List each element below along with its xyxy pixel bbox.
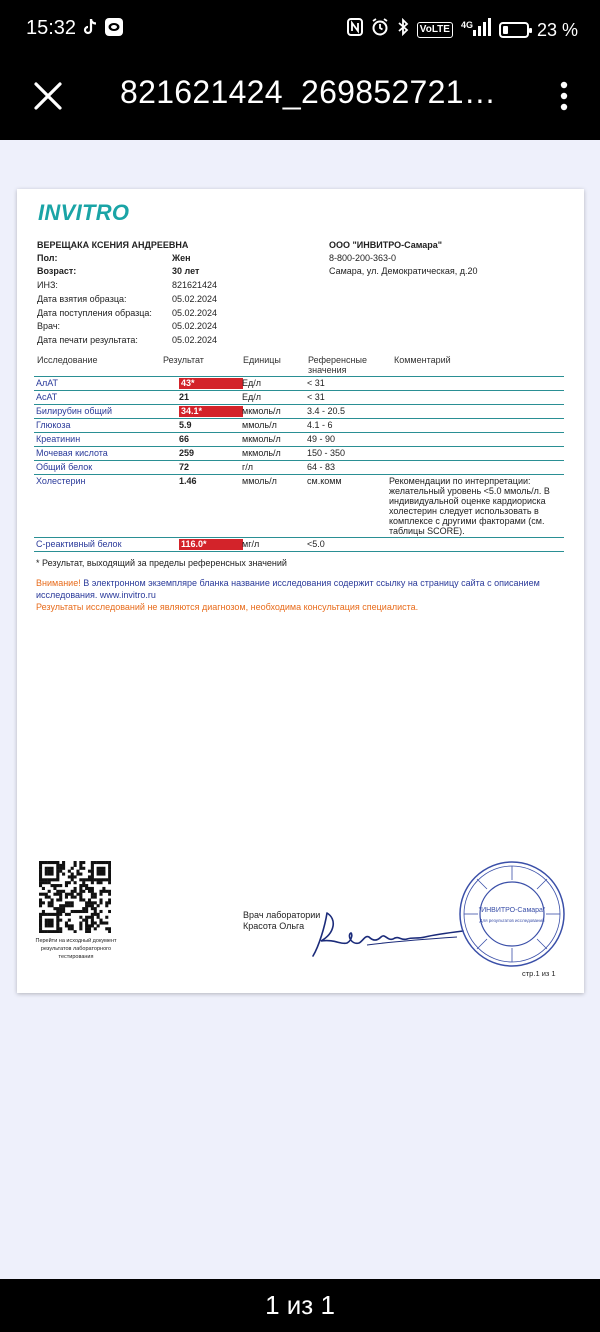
signal-4g-icon xyxy=(461,17,491,43)
row-unit: мкмоль/л xyxy=(242,434,281,444)
alarm-icon xyxy=(371,18,389,42)
sample-date-label: Дата взятия образца: xyxy=(37,294,127,304)
invitro-logo: INVITRO xyxy=(38,200,130,225)
row-name[interactable]: Билирубин общий xyxy=(36,406,112,416)
row-name[interactable]: С-реактивный белок xyxy=(36,539,122,549)
lab-stamp xyxy=(457,859,567,969)
row-name[interactable]: Холестерин xyxy=(36,476,86,486)
result-row xyxy=(34,474,564,537)
row-ref: 150 - 350 xyxy=(307,448,346,458)
print-date-value: 05.02.2024 xyxy=(172,335,218,345)
received-date-label: Дата поступления образца: xyxy=(37,308,152,318)
row-unit: г/л xyxy=(242,462,254,472)
row-name[interactable]: Глюкоза xyxy=(36,420,71,430)
result-row xyxy=(34,432,564,446)
status-right xyxy=(347,17,578,43)
lab-phone: 8-800-200-363-0 xyxy=(329,253,397,263)
signature-image xyxy=(307,901,467,961)
lab-address: Самара, ул. Демократическая, д.20 xyxy=(329,266,478,276)
row-ref: <5.0 xyxy=(307,539,325,549)
row-name[interactable]: Креатинин xyxy=(36,434,81,444)
row-unit: мкмоль/л xyxy=(242,406,281,416)
row-result: 72 xyxy=(179,462,190,472)
inz-value: 821621424 xyxy=(172,280,218,290)
row-unit: мг/л xyxy=(242,539,260,549)
result-row xyxy=(34,390,564,404)
print-date-label: Дата печати результата: xyxy=(37,335,138,345)
col-units: Единицы xyxy=(243,355,281,365)
row-name[interactable]: Мочевая кислота xyxy=(36,448,108,458)
row-result: 5.9 xyxy=(179,420,192,430)
attention-word: Внимание! xyxy=(36,578,81,588)
row-result: 116.0* xyxy=(179,539,243,550)
lab-name: ООО "ИНВИТРО-Самара" xyxy=(329,240,443,250)
row-ref: < 31 xyxy=(307,392,325,402)
result-row xyxy=(34,376,564,390)
doctor-label: Врач: xyxy=(37,321,61,331)
row-unit: Ед/л xyxy=(242,392,262,402)
age-value: 30 лет xyxy=(172,266,200,276)
footnote: * Результат, выходящий за пределы референсных значений xyxy=(36,558,287,568)
row-result: 259 xyxy=(179,448,195,458)
page-indicator: 1 из 1 xyxy=(265,1290,335,1320)
row-result: 66 xyxy=(179,434,190,444)
result-row xyxy=(34,460,564,474)
stamp-subtext: Для результатов исследований xyxy=(479,918,545,923)
table-bottom-border xyxy=(34,551,564,552)
more-options-button[interactable] xyxy=(552,76,576,116)
row-comment: Рекомендации по интерпретации: желательный уровень <5.0 ммоль/л. В индивидуальной оценке кардиориска холестерин следует использовать в комплексе с другими факторами (см. таблицы SCORE). xyxy=(389,476,550,536)
qr-caption: Перейти на исходный документ результатов лабораторного тестирования xyxy=(35,938,117,960)
col-study: Исследование xyxy=(37,355,98,365)
doctor-name: Красота Ольга xyxy=(243,921,305,931)
status-bar xyxy=(0,0,600,58)
row-ref: 4.1 - 6 xyxy=(307,420,333,430)
row-ref: 49 - 90 xyxy=(307,434,336,444)
page-indicator-bar xyxy=(0,1279,600,1332)
bluetooth-icon xyxy=(397,18,409,42)
tiktok-icon xyxy=(82,17,98,43)
app-bar xyxy=(0,58,600,140)
status-time: 15:32 xyxy=(26,17,77,39)
row-result: 21 xyxy=(179,392,190,402)
inz-label: ИНЗ: xyxy=(37,280,58,290)
row-name[interactable]: Общий белок xyxy=(36,462,93,472)
network-type-label: 4G xyxy=(460,20,473,30)
result-row xyxy=(34,418,564,432)
document-title: 821621424_269852721… xyxy=(120,74,497,110)
page-number: стр.1 из 1 xyxy=(522,969,556,978)
nfc-icon xyxy=(347,18,363,42)
battery-percent: 23 % xyxy=(536,19,578,40)
doctor-title: Врач лаборатории xyxy=(243,910,321,920)
document-page xyxy=(17,189,584,993)
battery-fill xyxy=(503,26,508,34)
close-button[interactable] xyxy=(28,76,68,116)
row-result: 1.46 xyxy=(179,476,197,486)
age-label: Возраст: xyxy=(37,266,77,276)
attention-text: В электронном экземпляре бланка название исследования содержит ссылку на страницу сайта с описанием исследования. xyxy=(36,578,540,600)
col-reference-line2: значения xyxy=(308,365,347,375)
result-row xyxy=(34,446,564,460)
row-unit: ммоль/л xyxy=(242,420,277,430)
row-name[interactable]: АлАТ xyxy=(36,378,59,388)
result-row xyxy=(34,404,564,418)
battery-icon xyxy=(499,22,529,38)
col-result: Результат xyxy=(163,355,204,365)
sex-value: Жен xyxy=(172,253,191,263)
sample-date-value: 05.02.2024 xyxy=(172,294,218,304)
app-icon xyxy=(104,17,124,43)
row-ref: см.комм xyxy=(307,476,342,486)
row-unit: Ед/л xyxy=(242,378,262,388)
row-ref: 3.4 - 20.5 xyxy=(307,406,346,416)
received-date-value: 05.02.2024 xyxy=(172,308,218,318)
col-reference xyxy=(308,355,367,375)
notification-icons xyxy=(82,17,124,43)
row-unit: мкмоль/л xyxy=(242,448,281,458)
row-unit: ммоль/л xyxy=(242,476,277,486)
close-icon xyxy=(28,76,68,116)
row-name[interactable]: АсАТ xyxy=(36,392,58,402)
doctor-value: 05.02.2024 xyxy=(172,321,218,331)
patient-name: ВЕРЕЩАКА КСЕНИЯ АНДРЕЕВНА xyxy=(37,240,189,250)
col-reference-line1: Референсные xyxy=(308,355,367,365)
attention-notice xyxy=(36,577,566,601)
volte-icon: VoLTE xyxy=(417,22,453,38)
qr-code[interactable] xyxy=(39,861,111,933)
result-row xyxy=(34,537,564,551)
row-ref: < 31 xyxy=(307,378,325,388)
row-result: 34.1* xyxy=(179,406,243,417)
disclaimer: Результаты исследований не являются диагнозом, необходима консультация специалиста. xyxy=(36,602,419,612)
site-link[interactable]: www.invitro.ru xyxy=(99,590,156,600)
stamp-text: "ИНВИТРО-Самара" xyxy=(478,907,546,914)
more-vertical-icon xyxy=(552,76,576,116)
col-comment: Комментарий xyxy=(394,355,451,365)
sex-label: Пол: xyxy=(37,253,58,263)
row-ref: 64 - 83 xyxy=(307,462,336,472)
row-result: 43* xyxy=(179,378,243,389)
